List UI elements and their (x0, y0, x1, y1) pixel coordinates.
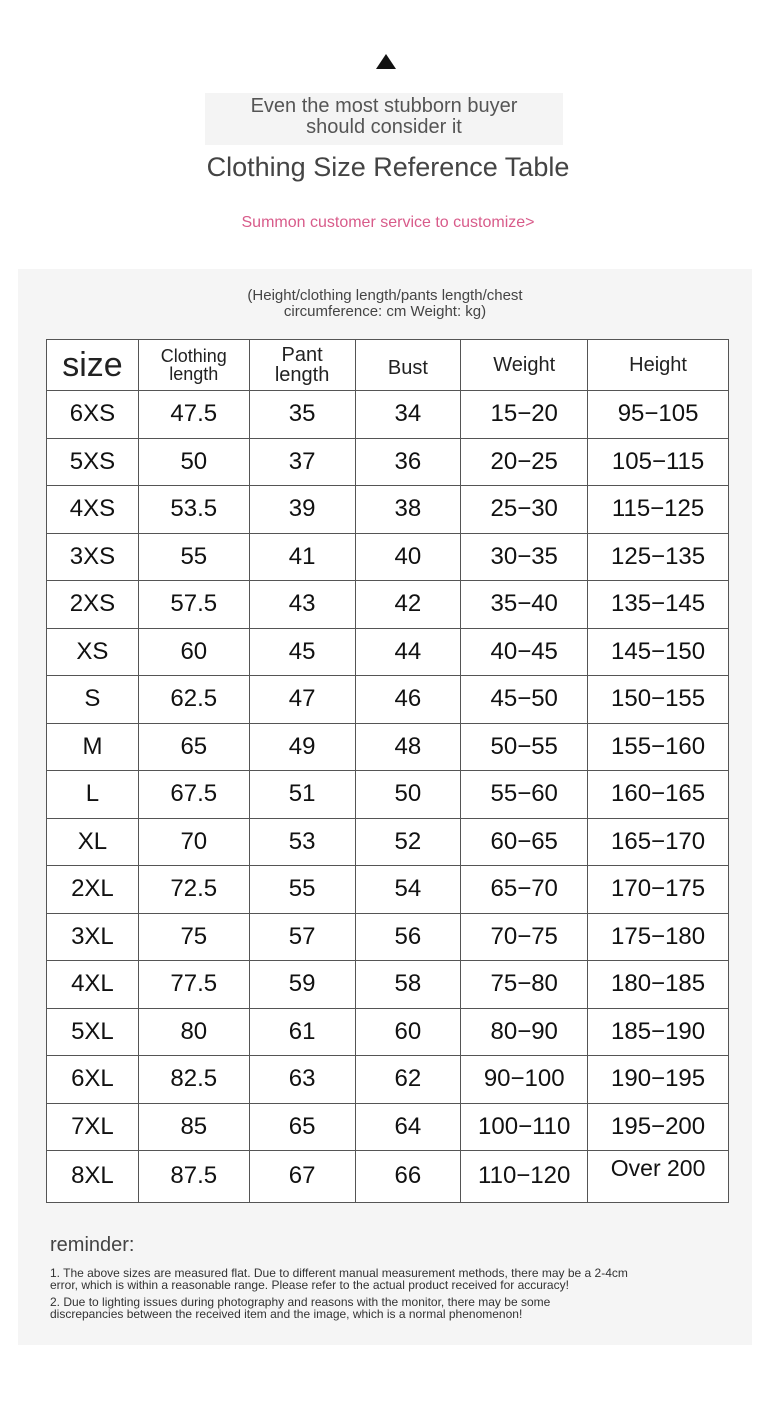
cell-pant-length: 47 (249, 676, 355, 724)
cell-height: 160−165 (588, 771, 729, 819)
cell-pant-length: 35 (249, 391, 355, 439)
cell-bust: 50 (355, 771, 461, 819)
reminder-title: reminder: (50, 1234, 135, 1256)
cell-pant-length: 39 (249, 486, 355, 534)
cell-clothing-length: 87.5 (138, 1151, 249, 1203)
cell-bust: 62 (355, 1056, 461, 1104)
cell-size: 4XL (47, 961, 139, 1009)
header-clothing-length-line-2: length (169, 364, 219, 384)
cell-height: 185−190 (588, 1008, 729, 1056)
cell-size: 6XS (47, 391, 139, 439)
cell-clothing-length: 82.5 (138, 1056, 249, 1104)
cell-height: 145−150 (588, 628, 729, 676)
reminder-note-1-line-2: error, which is within a reasonable range. Please refer to the actual product received for accuracy! (50, 1278, 569, 1292)
table-row (47, 628, 729, 676)
cell-bust: 38 (355, 486, 461, 534)
cell-weight: 45−50 (461, 676, 588, 724)
header-bust: Bust (355, 340, 461, 391)
cell-size: 2XL (47, 866, 139, 914)
cell-height: 175−180 (588, 913, 729, 961)
cell-weight: 80−90 (461, 1008, 588, 1056)
cell-pant-length: 55 (249, 866, 355, 914)
header-pant-length (249, 340, 355, 391)
reminder-note-1-line-1: 1. The above sizes are measured flat. Due to different manual measurement methods, there may be a 2-4cm (50, 1266, 628, 1280)
cell-height: 105−115 (588, 438, 729, 486)
tagline-line-2: should consider it (306, 116, 462, 138)
reminder-note-2-line-2: discrepancies between the received item and the image, which is a normal phenomenon! (50, 1307, 523, 1321)
table-row (47, 1008, 729, 1056)
table-row (47, 581, 729, 629)
cell-bust: 60 (355, 1008, 461, 1056)
cell-bust: 52 (355, 818, 461, 866)
table-row (47, 391, 729, 439)
cell-size: XS (47, 628, 139, 676)
cell-bust: 44 (355, 628, 461, 676)
cell-clothing-length: 65 (138, 723, 249, 771)
cell-size: 5XS (47, 438, 139, 486)
reminder-note-1 (50, 1267, 730, 1291)
cell-clothing-length: 80 (138, 1008, 249, 1056)
header-clothing-length (138, 340, 249, 391)
cell-pant-length: 49 (249, 723, 355, 771)
cell-clothing-length: 70 (138, 818, 249, 866)
table-row (47, 771, 729, 819)
reminder-note-2 (50, 1296, 730, 1320)
cell-height: 165−170 (588, 818, 729, 866)
cell-weight: 25−30 (461, 486, 588, 534)
cell-size: 6XL (47, 1056, 139, 1104)
cell-bust: 64 (355, 1103, 461, 1151)
cell-height: 195−200 (588, 1103, 729, 1151)
cell-height: 155−160 (588, 723, 729, 771)
cell-height: 125−135 (588, 533, 729, 581)
cell-weight: 35−40 (461, 581, 588, 629)
cell-weight: 100−110 (461, 1103, 588, 1151)
cell-clothing-length: 77.5 (138, 961, 249, 1009)
cell-weight: 60−65 (461, 818, 588, 866)
header-size: size (47, 340, 139, 391)
cell-clothing-length: 53.5 (138, 486, 249, 534)
units-line-1: (Height/clothing length/pants length/chest (247, 287, 523, 304)
header-height: Height (588, 340, 729, 391)
cell-height: 170−175 (588, 866, 729, 914)
cell-clothing-length: 67.5 (138, 771, 249, 819)
table-row (47, 486, 729, 534)
customer-service-link[interactable]: Summon customer service to customize> (241, 214, 535, 231)
cell-height: 95−105 (588, 391, 729, 439)
cell-bust: 54 (355, 866, 461, 914)
cell-bust: 56 (355, 913, 461, 961)
cell-size: 4XS (47, 486, 139, 534)
cell-pant-length: 61 (249, 1008, 355, 1056)
cell-pant-length: 59 (249, 961, 355, 1009)
cell-height: 180−185 (588, 961, 729, 1009)
cell-weight: 40−45 (461, 628, 588, 676)
cell-clothing-length: 55 (138, 533, 249, 581)
size-table (46, 339, 729, 1203)
cell-bust: 46 (355, 676, 461, 724)
table-header-row (47, 340, 729, 391)
table-row (47, 1103, 729, 1151)
table-row (47, 961, 729, 1009)
cell-bust: 36 (355, 438, 461, 486)
table-row (47, 1056, 729, 1104)
cell-size: 3XS (47, 533, 139, 581)
cell-size: L (47, 771, 139, 819)
cell-pant-length: 45 (249, 628, 355, 676)
cell-clothing-length: 50 (138, 438, 249, 486)
cell-size: S (47, 676, 139, 724)
table-row (47, 723, 729, 771)
cell-pant-length: 43 (249, 581, 355, 629)
cell-clothing-length: 60 (138, 628, 249, 676)
cell-size: 7XL (47, 1103, 139, 1151)
cell-weight: 50−55 (461, 723, 588, 771)
cell-pant-length: 65 (249, 1103, 355, 1151)
cell-clothing-length: 72.5 (138, 866, 249, 914)
cell-pant-length: 67 (249, 1151, 355, 1203)
cell-pant-length: 53 (249, 818, 355, 866)
cell-weight: 90−100 (461, 1056, 588, 1104)
cell-size: 8XL (47, 1151, 139, 1203)
cell-height: 135−145 (588, 581, 729, 629)
cell-pant-length: 41 (249, 533, 355, 581)
table-row (47, 913, 729, 961)
cell-clothing-length: 57.5 (138, 581, 249, 629)
cell-bust: 66 (355, 1151, 461, 1203)
table-row (47, 533, 729, 581)
cell-height: 190−195 (588, 1056, 729, 1104)
header-weight: Weight (461, 340, 588, 391)
cell-weight: 70−75 (461, 913, 588, 961)
tagline-line-1: Even the most stubborn buyer (250, 95, 518, 117)
table-row (47, 676, 729, 724)
header-pant-length-line-2: length (274, 364, 330, 386)
cell-bust: 40 (355, 533, 461, 581)
cell-size: 2XS (47, 581, 139, 629)
cell-bust: 48 (355, 723, 461, 771)
cell-bust: 58 (355, 961, 461, 1009)
table-row (47, 1151, 729, 1203)
tagline-box (205, 93, 563, 145)
cell-clothing-length: 75 (138, 913, 249, 961)
page-title: Clothing Size Reference Table (206, 152, 570, 182)
cell-size: 3XL (47, 913, 139, 961)
cell-clothing-length: 85 (138, 1103, 249, 1151)
cell-height: Over 200 (588, 1151, 729, 1203)
units-line-2: circumference: cm Weight: kg) (283, 303, 487, 320)
cell-weight: 65−70 (461, 866, 588, 914)
cell-size: M (47, 723, 139, 771)
cell-bust: 42 (355, 581, 461, 629)
cell-weight: 55−60 (461, 771, 588, 819)
table-body (47, 391, 729, 1203)
table-row (47, 866, 729, 914)
cell-height: 150−155 (588, 676, 729, 724)
header-pant-length-line-1: Pant (281, 344, 323, 366)
cell-pant-length: 57 (249, 913, 355, 961)
cell-pant-length: 37 (249, 438, 355, 486)
cell-height: 115−125 (588, 486, 729, 534)
cell-weight: 110−120 (461, 1151, 588, 1203)
cell-weight: 75−80 (461, 961, 588, 1009)
cell-clothing-length: 62.5 (138, 676, 249, 724)
header-clothing-length-line-1: Clothing (160, 346, 227, 366)
cell-size: XL (47, 818, 139, 866)
cell-weight: 15−20 (461, 391, 588, 439)
units-note (18, 288, 752, 320)
cell-weight: 20−25 (461, 438, 588, 486)
cell-weight: 30−35 (461, 533, 588, 581)
table-row (47, 818, 729, 866)
cell-clothing-length: 47.5 (138, 391, 249, 439)
cell-pant-length: 63 (249, 1056, 355, 1104)
up-triangle-icon (376, 54, 396, 69)
cell-pant-length: 51 (249, 771, 355, 819)
cell-bust: 34 (355, 391, 461, 439)
reminder-note-2-line-1: 2. Due to lighting issues during photography and reasons with the monitor, there may be some (50, 1295, 551, 1309)
cell-size: 5XL (47, 1008, 139, 1056)
table-row (47, 438, 729, 486)
